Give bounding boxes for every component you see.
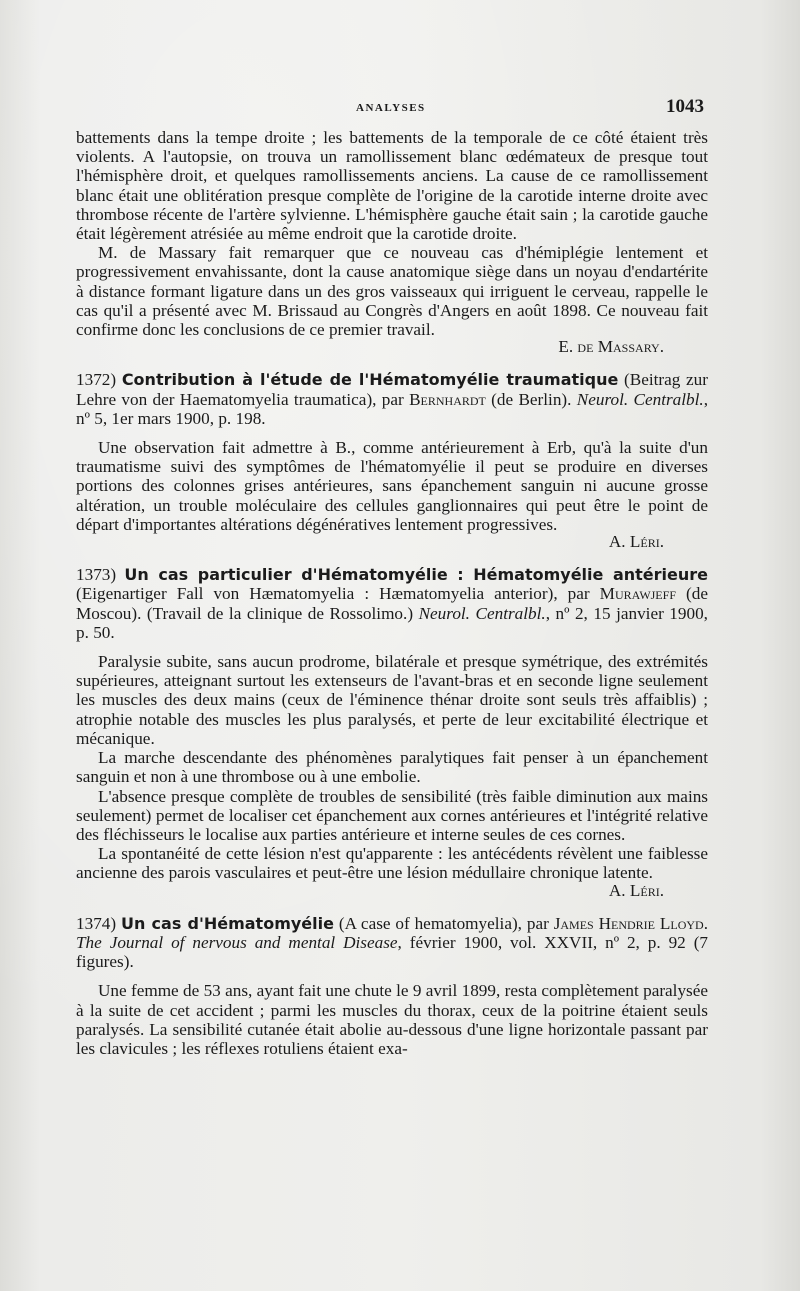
entry-heading: [76, 370, 708, 428]
entry-number: 1373): [76, 565, 117, 585]
entry-paragraph: Une observation fait admettre à B., comme antérieurement à Erb, qu'à la suite d'un traumatisme suivi des symptômes de l'hématomyélie il peut se produire en diverses portions des colonnes grises antérieures, sans épanchement sanguin ni aucune grosse altération, un trouble moléculaire des cellules ganglionnaires qui peut être le point de départ d'importantes altérations dégénératives lentement progressives.: [76, 438, 708, 534]
running-head: ANALYSES: [356, 102, 426, 114]
page-number: 1043: [666, 96, 704, 117]
signature: E. de Massary.: [558, 337, 664, 357]
entry-number: 1374): [76, 913, 117, 933]
abstract-entry: [76, 914, 708, 1058]
abstract-entry: [76, 565, 708, 899]
entry-journal: Neurol. Centralbl.: [418, 603, 546, 623]
entry-bibliography: (A case of hematomyelia), par: [333, 913, 554, 933]
entry-author: Murawjeff: [599, 584, 676, 604]
entry-bibliography: , février 1900, vol. XXVII, nº 2, p. 92 (7 figures).: [76, 932, 709, 972]
entry-paragraph: L'absence presque complète de troubles de sensibilité (très faible diminution aux mains seulement) permet de localiser cet épanchement aux cornes antérieures et l'intégrité relative des fléchisseurs le localise aux parties antérieure et interne seules de ces cornes.: [76, 786, 708, 844]
entry-paragraph: Paralysie subite, sans aucun prodrome, bilatérale et presque symétrique, des extrémités supérieures, atteignant surtout les extenseurs de l'avant-bras et en seconde ligne seulement les muscles des deux mains (ceux de l'éminence thénar droite sont seuls très affaiblis) ; atrophie notable des muscles les plus paralysés, et perte de leur excitabilité électrique et mécanique.: [76, 652, 708, 748]
entry-title: Contribution à l'étude de l'Hématomyélie traumatique: [121, 370, 619, 390]
page-header: [0, 96, 800, 126]
abstract-entry: [76, 370, 708, 551]
entry-title: Un cas particulier d'Hématomyélie : Hématomyélie antérieure: [124, 565, 709, 585]
entry-heading: [76, 565, 708, 642]
entry-number: 1372): [76, 370, 117, 390]
entry-author: James Hendrie Lloyd: [553, 913, 704, 933]
entry-bibliography: , nº 5, 1er mars 1900, p. 198.: [76, 389, 708, 428]
entry-paragraph: La marche descendante des phénomènes paralytiques fait penser à un épanchement sanguin et non à une thrombose ou à une embolie.: [76, 748, 708, 787]
entry-journal: The Journal of nervous and mental Disease: [76, 932, 398, 952]
entry-bibliography: , nº 2, 15 janvier 1900, p. 50.: [76, 603, 708, 642]
page-body: [76, 128, 708, 1058]
entry-bibliography: .: [703, 913, 709, 933]
intro-paragraph: battements dans la tempe droite ; les battements de la temporale de ce côté étaient très violents. A l'autopsie, on trouva un ramollissement blanc œdémateux de presque tout l'hémisphère droit, et quelques ramollissements anciens. La cause de ce ramollissement blanc était une oblitération presque complète de l'origine de la carotide interne droite avec thrombose récente de l'artère sylvienne. L'hémisphère gauche était sain ; la carotide gauche était légèrement atrésiée au même endroit que la carotide droite.: [76, 128, 708, 244]
entry-bibliography: (de Berlin).: [485, 389, 577, 409]
entry-paragraph: La spontanéité de cette lésion n'est qu'apparente : les antécédents révèlent une faiblesse ancienne des parois vasculaires et peut-être une lésion médullaire chronique latente.: [76, 844, 708, 883]
entry-bibliography: (de Moscou). (Travail de la clinique de Rossolimo.): [76, 584, 708, 623]
entry-heading: [76, 914, 708, 972]
entry-paragraph: Une femme de 53 ans, ayant fait une chute le 9 avril 1899, resta complètement paralysée à la suite de cet accident ; parmi les muscles du thorax, ceux de la poitrine étaient seuls paralysés. La sensibilité cutanée était abolie au-dessous d'une ligne horizontale passant par les clavicules ; les réflexes rotuliens étaient exa-: [76, 981, 708, 1058]
signature: A. Léri.: [608, 532, 664, 552]
entry-author: Bernhardt: [409, 389, 486, 409]
entry-bibliography: (Beitrag zur Lehre von der Haematomyelia traumatica), par: [76, 370, 709, 409]
entry-journal: Neurol. Centralbl.: [576, 389, 704, 409]
entry-title: Un cas d'Hématomyélie: [121, 913, 334, 933]
intro-paragraph: M. de Massary fait remarquer que ce nouveau cas d'hémiplégie lentement et progressivement envahissante, dont la cause anatomique siège dans un noyau d'endartérite à distance formant ligature dans un des gros vaisseaux qui irriguent le cerveau, rappelle le cas qu'il a présenté avec M. Brissaud au Congrès d'Angers en août 1898. Ce nouveau fait confirme donc les conclusions de ce premier travail.: [76, 243, 708, 340]
entry-bibliography: (Eigenartiger Fall von Hæmatomyelia : Hæmatomyelia anterior), par: [76, 584, 600, 604]
signature: A. Léri.: [608, 880, 664, 900]
